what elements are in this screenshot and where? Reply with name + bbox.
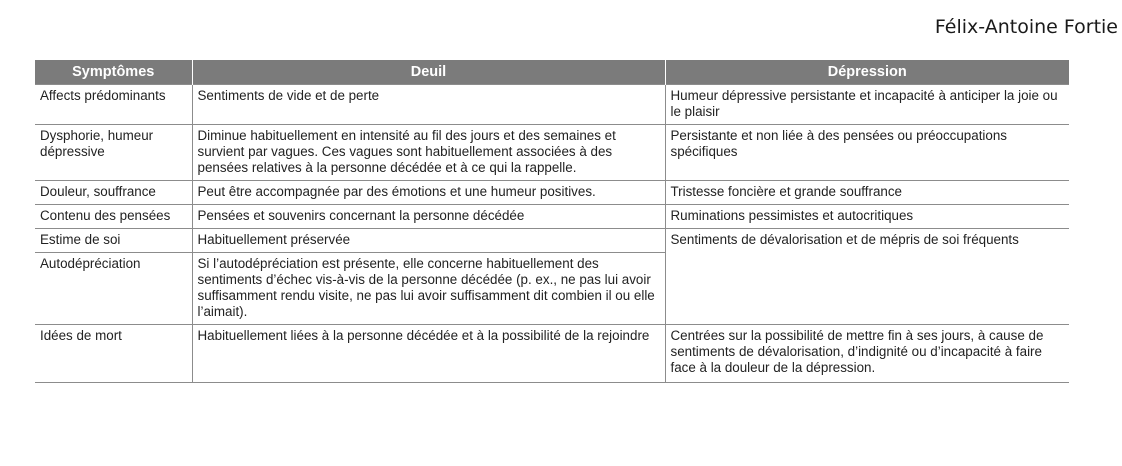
deuil-cell: Sentiments de vide et de perte: [192, 85, 665, 125]
depression-cell: Persistante et non liée à des pensées ou préoccupations spécifiques: [665, 125, 1069, 181]
deuil-cell: Peut être accompagnée par des émotions et une humeur positives.: [192, 181, 665, 205]
symptom-cell: Dysphorie, humeur dépressive: [35, 125, 192, 181]
header-symptomes: Symptômes: [35, 60, 192, 85]
symptom-cell: Autodépréciation: [35, 253, 192, 325]
table-row: [35, 125, 1069, 181]
header-depression: Dépression: [665, 60, 1069, 85]
table-row: [35, 181, 1069, 205]
table-row: [35, 205, 1069, 229]
depression-cell: Ruminations pessimistes et autocritiques: [665, 205, 1069, 229]
table-header-row: [35, 60, 1069, 85]
depression-cell: Centrées sur la possibilité de mettre fin à ses jours, à cause de sentiments de dévalorisation, d’indignité ou d’incapacité à faire face à la douleur de la dépression.: [665, 325, 1069, 383]
depression-cell: Humeur dépressive persistante et incapacité à anticiper la joie ou le plaisir: [665, 85, 1069, 125]
header-deuil: Deuil: [192, 60, 665, 85]
table-row: [35, 229, 1069, 253]
symptom-cell: Estime de soi: [35, 229, 192, 253]
deuil-cell: Si l’autodépréciation est présente, elle concerne habituellement des sentiments d’échec vis-à-vis de la personne décédée (p. ex., ne pas lui avoir suffisamment rendu visite, ne pas lui avoir suffisamment dit combien il ou elle l’aimait).: [192, 253, 665, 325]
symptom-cell: Contenu des pensées: [35, 205, 192, 229]
symptom-cell: Douleur, souffrance: [35, 181, 192, 205]
author-name: Félix-Antoine Fortie: [934, 16, 1118, 38]
table-row: [35, 325, 1069, 383]
comparison-table: [35, 60, 1069, 383]
symptom-cell: Affects prédominants: [35, 85, 192, 125]
deuil-cell: Pensées et souvenirs concernant la personne décédée: [192, 205, 665, 229]
deuil-cell: Habituellement préservée: [192, 229, 665, 253]
deuil-cell: Habituellement liées à la personne décédée et à la possibilité de la rejoindre: [192, 325, 665, 383]
depression-cell: Sentiments de dévalorisation et de mépris de soi fréquents: [665, 229, 1069, 325]
symptom-cell: Idées de mort: [35, 325, 192, 383]
table-row: [35, 85, 1069, 125]
deuil-cell: Diminue habituellement en intensité au fil des jours et des semaines et survient par vagues. Ces vagues sont habituellement associées à des pensées relatives à la personne décédée et à ce qui la rappelle.: [192, 125, 665, 181]
depression-cell: Tristesse foncière et grande souffrance: [665, 181, 1069, 205]
